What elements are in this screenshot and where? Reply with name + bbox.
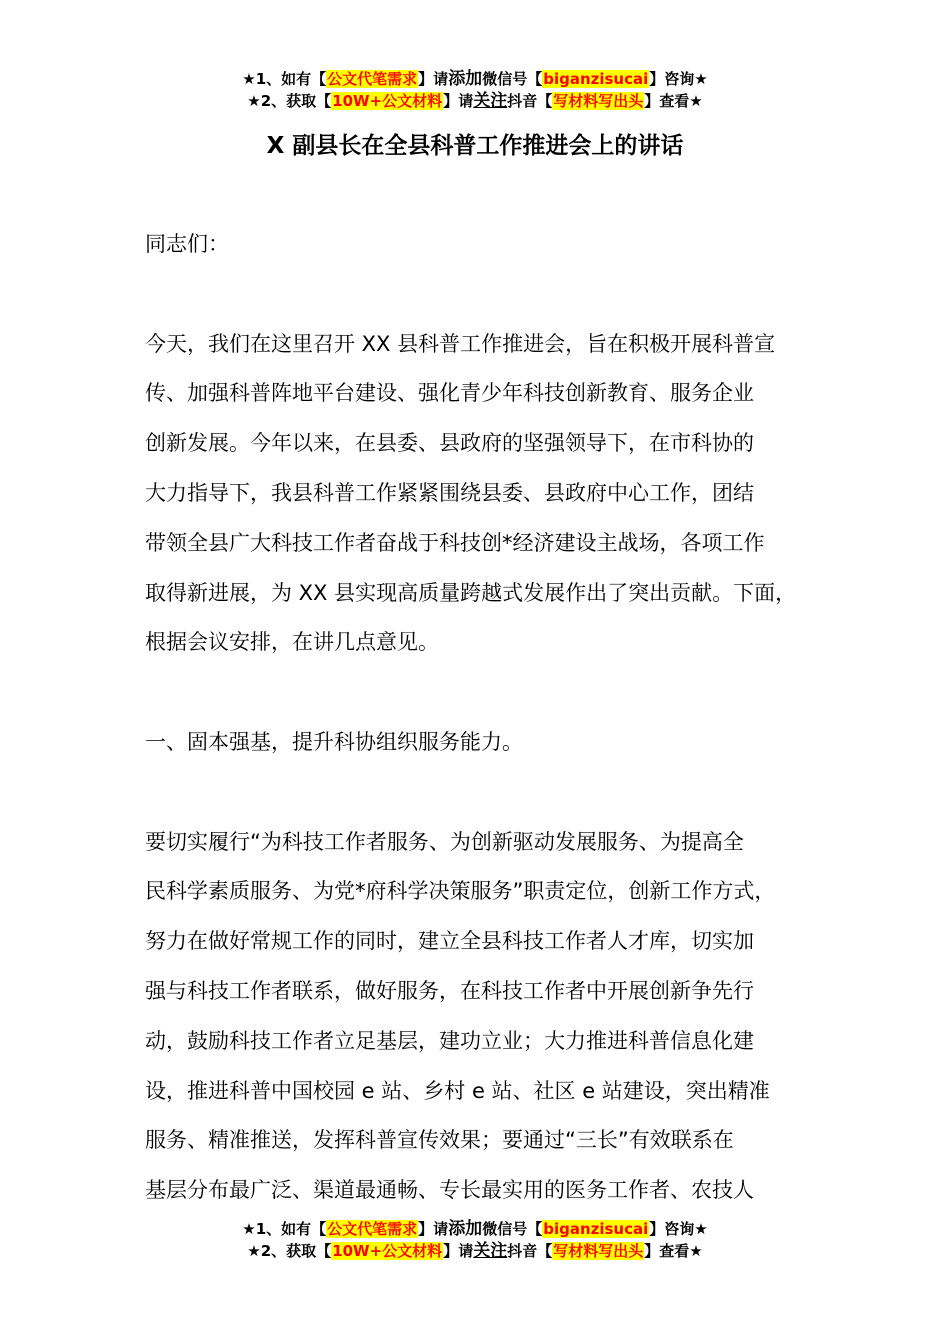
body-line: 根据会议安排，在讲几点意见。 xyxy=(145,630,439,655)
banner-text: 】请 xyxy=(418,1220,449,1238)
body-line: 大力指导下，我县科普工作紧紧围绕县委、县政府中心工作，团结 xyxy=(145,480,754,505)
banner-text: 】咨询★ xyxy=(649,1220,708,1238)
banner-text: 抖音【 xyxy=(507,1242,553,1260)
body-line: 今天，我们在这里召开 XX 县科普工作推进会，旨在积极开展科普宣 xyxy=(145,331,776,356)
body-line xyxy=(145,768,835,818)
banner-text: ★1、如有【 xyxy=(242,1220,327,1238)
banner-highlight: 10W+公文材料 xyxy=(332,92,443,110)
body-line: 努力在做好常规工作的同时，建立全县科技工作者人才库，切实加 xyxy=(145,929,754,954)
banner-highlight: 公文代笔需求 xyxy=(327,1220,418,1238)
banner-line-1 xyxy=(0,68,950,90)
body-line: 带领全县广大科技工作者奋战于科技创*经济建设主战场，各项工作 xyxy=(145,530,765,555)
banner-text: 微信号【 xyxy=(482,70,543,88)
document-title: X 副县长在全县科普工作推进会上的讲话 xyxy=(266,133,684,159)
body-line: 创新发展。今年以来，在县委、县政府的坚强领导下，在市科协的 xyxy=(145,431,754,456)
body-line: 设，推进科普中国校园 e 站、乡村 e 站、社区 e 站建设，突出精准 xyxy=(145,1078,770,1103)
body-line: 民科学素质服务、为党*府科学决策服务”职责定位，创新工作方式， xyxy=(145,879,776,904)
banner-highlight: biganzisucai xyxy=(543,1220,649,1238)
body-line: 取得新进展，为 XX 县实现高质量跨越式发展作出了突出贡献。下面， xyxy=(145,580,797,605)
body-line: 强与科技工作者联系，做好服务，在科技工作者中开展创新争先行 xyxy=(145,978,754,1003)
banner-highlight: biganzisucai xyxy=(543,70,649,88)
banner-highlight: 公文代笔需求 xyxy=(327,70,418,88)
banner-text: ★2、获取【 xyxy=(247,1242,332,1260)
banner-line-2 xyxy=(0,90,950,112)
footer-banner xyxy=(0,1218,950,1262)
banner-emphasis: 添加 xyxy=(448,1219,483,1239)
banner-text: 抖音【 xyxy=(507,92,553,110)
banner-text: ★2、获取【 xyxy=(247,92,332,110)
banner-text: 】请 xyxy=(443,1242,474,1260)
banner-text: 】查看★ xyxy=(644,1242,703,1260)
banner-emphasis: 关注 xyxy=(473,91,508,111)
banner-highlight: 写材料写出头 xyxy=(553,1242,644,1260)
banner-highlight: 10W+公文材料 xyxy=(332,1242,443,1260)
body-line: 动，鼓励科技工作者立足基层，建功立业；大力推进科普信息化建 xyxy=(145,1028,754,1053)
banner-emphasis: 添加 xyxy=(448,69,483,89)
body-line: 传、加强科普阵地平台建设、强化青少年科技创新教育、服务企业 xyxy=(145,381,754,406)
banner-text: 】查看★ xyxy=(644,92,703,110)
body-line: 基层分布最广泛、渠道最通畅、专长最实用的医务工作者、农技人 xyxy=(145,1178,754,1203)
body-line: 同志们： xyxy=(145,232,229,256)
banner-text: 】咨询★ xyxy=(649,70,708,88)
banner-emphasis: 关注 xyxy=(473,1241,508,1261)
banner-line-1 xyxy=(0,1218,950,1240)
banner-text: 微信号【 xyxy=(482,1220,543,1238)
banner-line-2 xyxy=(0,1240,950,1262)
banner-text: 】请 xyxy=(418,70,449,88)
body-line: 服务、精准推送，发挥科普宣传效果；要通过“三长”有效联系在 xyxy=(145,1128,734,1153)
body-line xyxy=(145,668,835,718)
header-banner xyxy=(0,68,950,112)
section-heading: 一、固本强基，提升科协组织服务能力。 xyxy=(145,729,523,754)
banner-text: 】请 xyxy=(443,92,474,110)
body-line xyxy=(145,270,835,320)
banner-highlight: 写材料写出头 xyxy=(553,92,644,110)
document-body xyxy=(145,220,835,1216)
banner-text: ★1、如有【 xyxy=(242,70,327,88)
body-line: 要切实履行“为科技工作者服务、为创新驱动发展服务、为提高全 xyxy=(145,829,744,854)
